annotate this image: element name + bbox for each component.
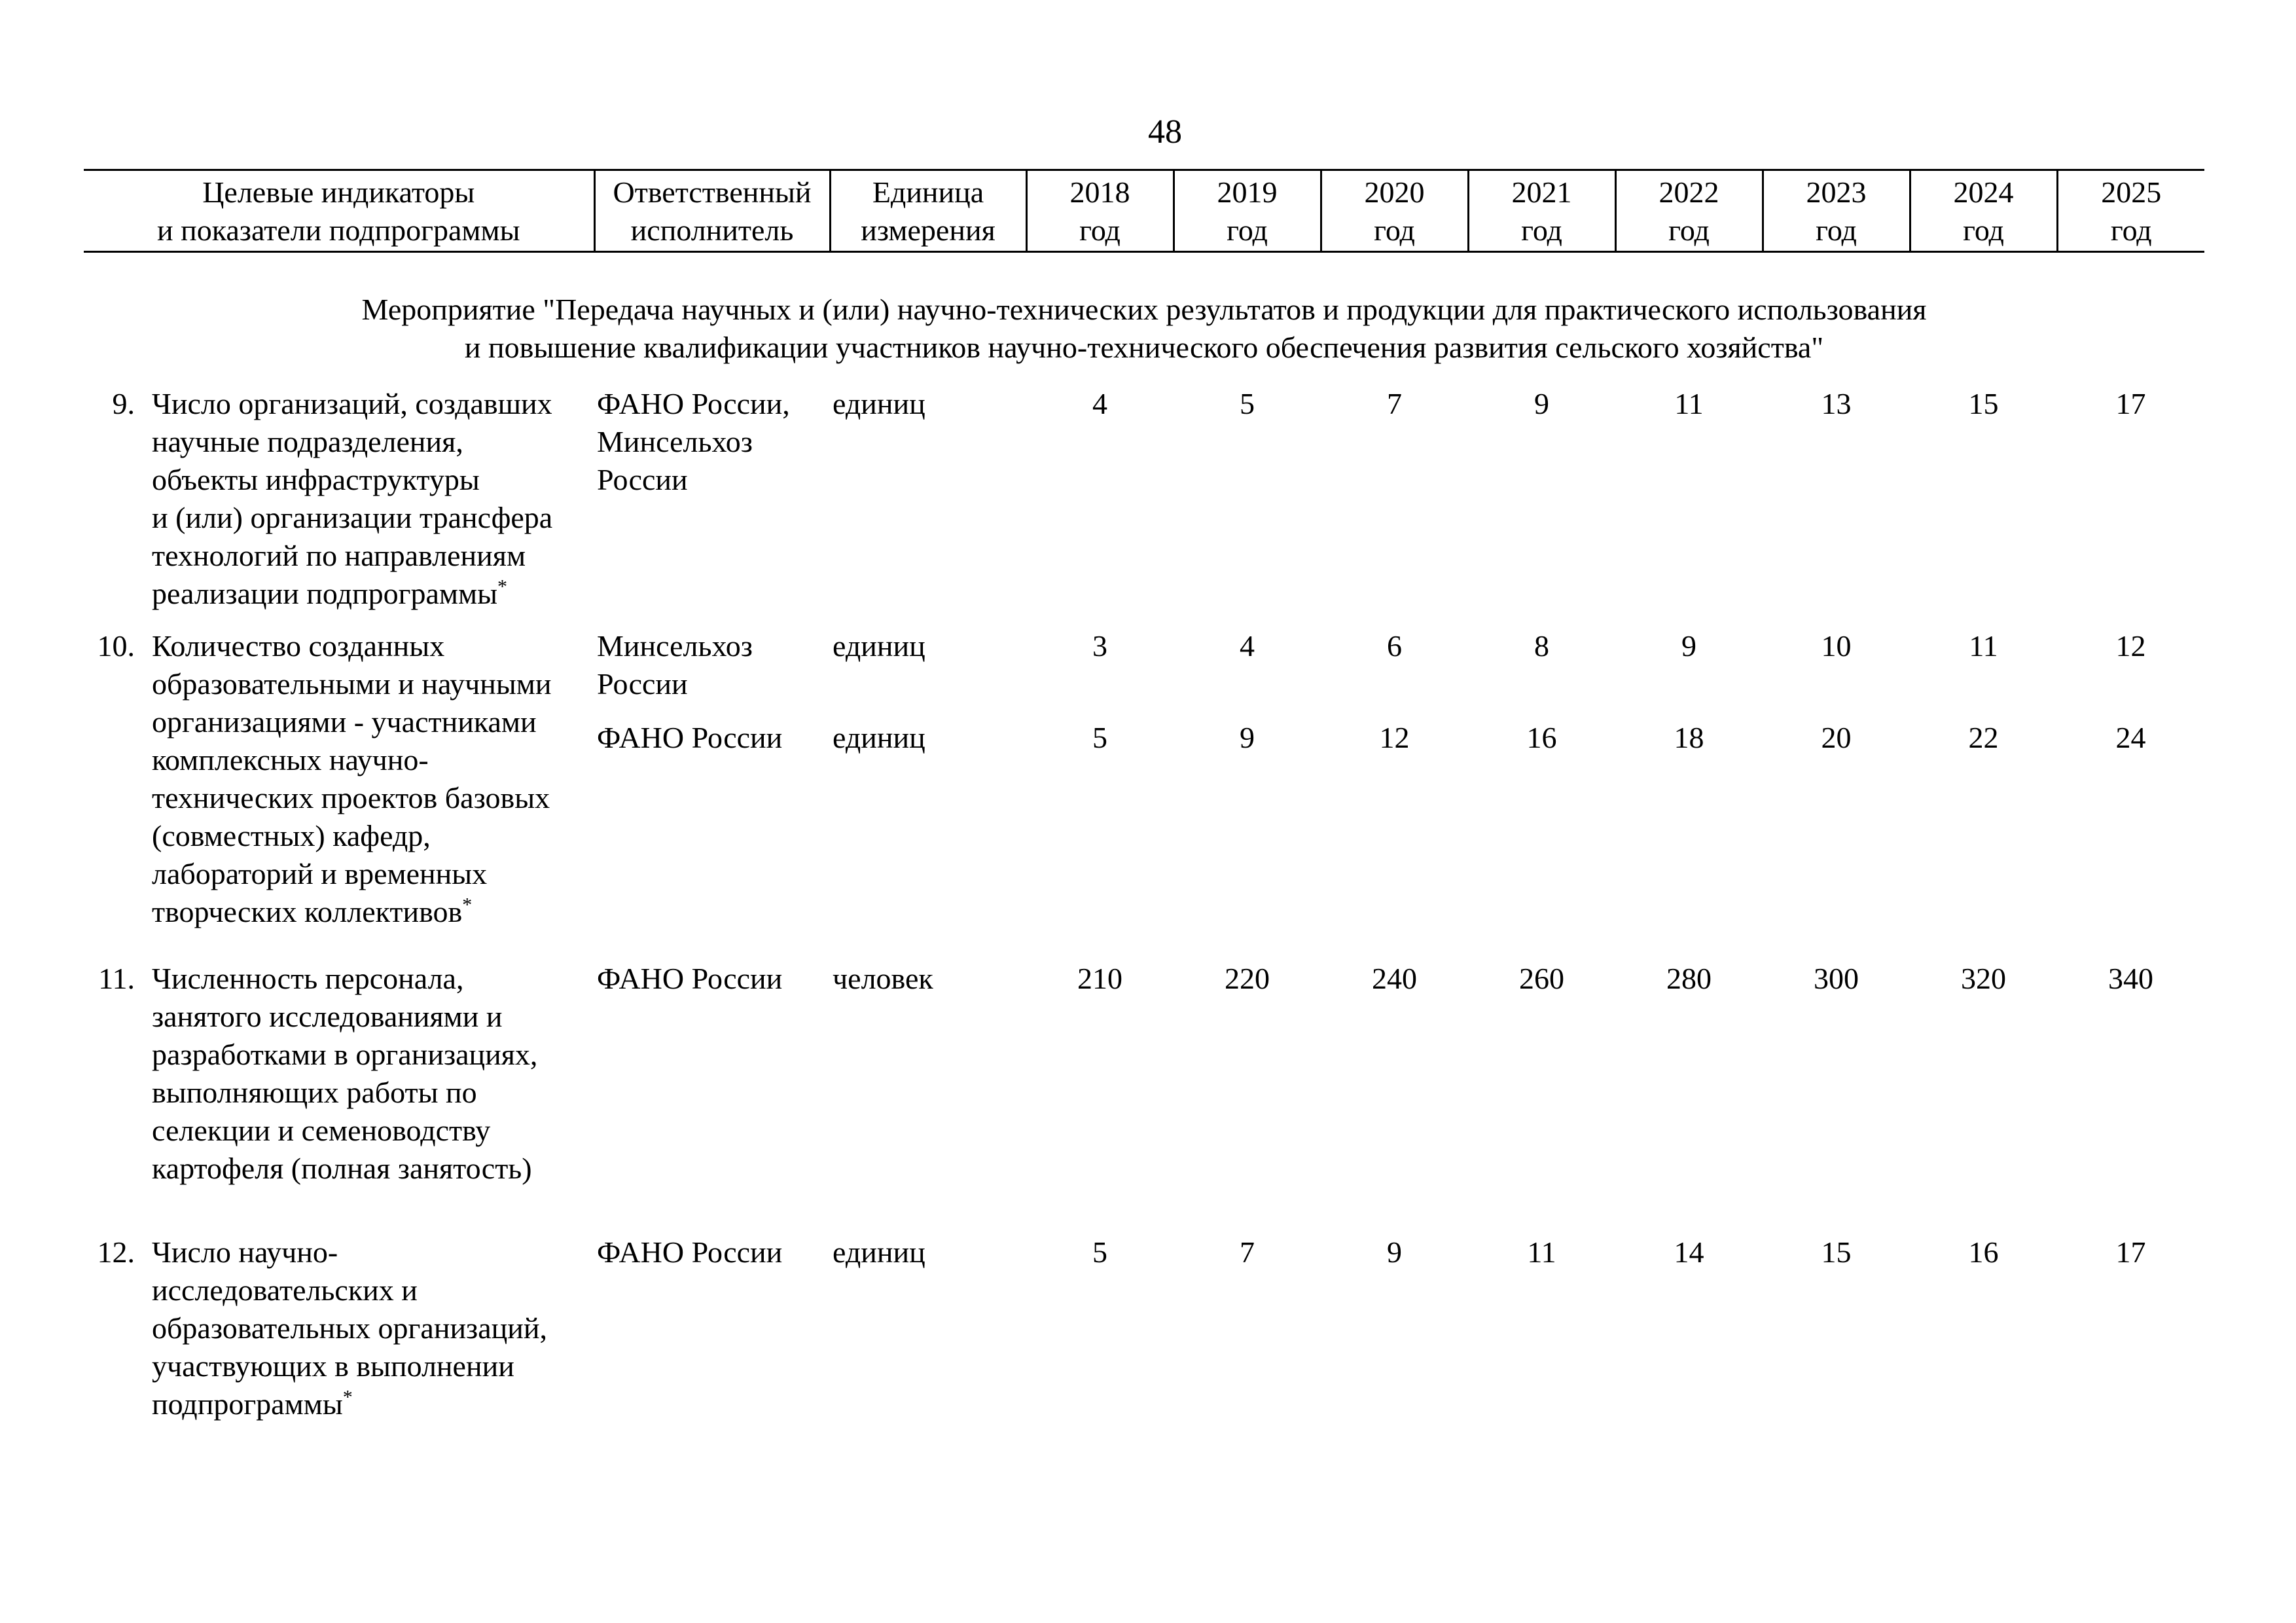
value-cell: 9 [1534, 387, 1550, 420]
value-cell: 13 [1821, 387, 1852, 420]
value-cell: 210 [1077, 962, 1123, 995]
value-cell: 240 [1372, 962, 1418, 995]
value-cell: 17 [2115, 387, 2146, 420]
table-row [84, 377, 2204, 613]
row-number: 9. [112, 387, 135, 420]
value-cell: 4 [1092, 387, 1108, 420]
value-cell: 6 [1387, 629, 1403, 663]
table-header-row [84, 170, 2204, 252]
header-year: 2023 год [1763, 170, 1910, 252]
value-cell: 7 [1240, 1235, 1255, 1269]
value-cell: 300 [1814, 962, 1859, 995]
value-cell: 5 [1092, 1235, 1108, 1269]
value-cell: 16 [1526, 721, 1557, 754]
row-number: 11. [98, 962, 135, 995]
indicator-name: Число научно- исследовательских и образовательных организаций, участвующих в выполнении подпрограммы* [152, 1235, 547, 1421]
header-unit: Единица измерения [830, 170, 1026, 252]
value-cell: 320 [1961, 962, 2007, 995]
value-cell: 9 [1681, 629, 1697, 663]
indicator-name: Число организаций, создавших научные подразделения, объекты инфраструктуры и (или) организации трансфера технологий по направлениям реализации подпрограммы* [152, 387, 553, 610]
executor: ФАНО России [597, 1235, 783, 1269]
executor: ФАНО России, Минсельхоз России [597, 387, 790, 496]
footnote-mark: * [462, 894, 473, 916]
header-indicator: Целевые индикаторы и показатели подпрограммы [84, 170, 594, 252]
unit: единиц [833, 629, 925, 663]
section-title-row [84, 252, 2204, 378]
header-year: 2019 год [1174, 170, 1321, 252]
section-title: Мероприятие "Передача научных и (или) научно-технических результатов и продукции для практического использования и повышение квалификации участников научно-технического обеспечения развития сельского хозяйства" [361, 293, 1927, 364]
value-cell: 18 [1674, 721, 1704, 754]
value-cell: 9 [1240, 721, 1255, 754]
table-row [84, 1233, 2204, 1423]
unit: человек [833, 962, 933, 995]
value-cell: 220 [1225, 962, 1270, 995]
value-cell: 22 [1968, 721, 1999, 754]
header-executor: Ответственный исполнитель [594, 170, 830, 252]
unit: единиц [833, 387, 925, 420]
value-cell: 15 [1821, 1235, 1852, 1269]
indicators-table [84, 169, 2204, 1423]
page-number: 48 [1148, 113, 1182, 151]
indicator-name: Численность персонала, занятого исследованиями и разработками в организациях, выполняющих работы по селекции и семеноводству картофеля (полная занятость) [152, 962, 538, 1185]
value-cell: 8 [1534, 629, 1550, 663]
indicator-name: Количество созданных образовательными и научными организациями - участниками комплексных научно- технических проектов базовых (совместных) кафедр, лабораторий и временных творческих коллективов* [152, 629, 552, 928]
value-cell: 5 [1240, 387, 1255, 420]
footnote-mark: * [342, 1386, 353, 1408]
value-cell: 7 [1387, 387, 1403, 420]
value-cell: 340 [2108, 962, 2154, 995]
value-cell: 24 [2115, 721, 2146, 754]
header-year: 2022 год [1615, 170, 1763, 252]
value-cell: 280 [1666, 962, 1712, 995]
value-cell: 20 [1821, 721, 1852, 754]
value-cell: 10 [1821, 629, 1852, 663]
header-year: 2024 год [1910, 170, 2057, 252]
header-year: 2025 год [2057, 170, 2204, 252]
header-year: 2021 год [1468, 170, 1615, 252]
value-cell: 12 [1379, 721, 1410, 754]
row-number: 10. [97, 629, 135, 663]
value-cell: 11 [1969, 629, 1998, 663]
value-cell: 14 [1674, 1235, 1704, 1269]
value-cell: 260 [1519, 962, 1565, 995]
value-cell: 15 [1968, 387, 1999, 420]
header-year: 2020 год [1321, 170, 1468, 252]
unit: единиц [833, 1235, 925, 1269]
table-row [84, 960, 2204, 1188]
row-number: 12. [97, 1235, 135, 1269]
value-cell: 3 [1092, 629, 1108, 663]
value-cell: 9 [1387, 1235, 1403, 1269]
footnote-mark: * [497, 575, 508, 598]
value-cell: 4 [1240, 629, 1255, 663]
value-cell: 5 [1092, 721, 1108, 754]
value-cell: 17 [2115, 1235, 2146, 1269]
value-cell: 11 [1527, 1235, 1556, 1269]
executor: ФАНО России [597, 721, 783, 754]
value-cell: 12 [2115, 629, 2146, 663]
header-year: 2018 год [1026, 170, 1174, 252]
value-cell: 16 [1968, 1235, 1999, 1269]
table-row [84, 627, 2204, 703]
executor: Минсельхоз России [597, 629, 753, 701]
unit: единиц [833, 721, 925, 754]
executor: ФАНО России [597, 962, 783, 995]
value-cell: 11 [1674, 387, 1704, 420]
